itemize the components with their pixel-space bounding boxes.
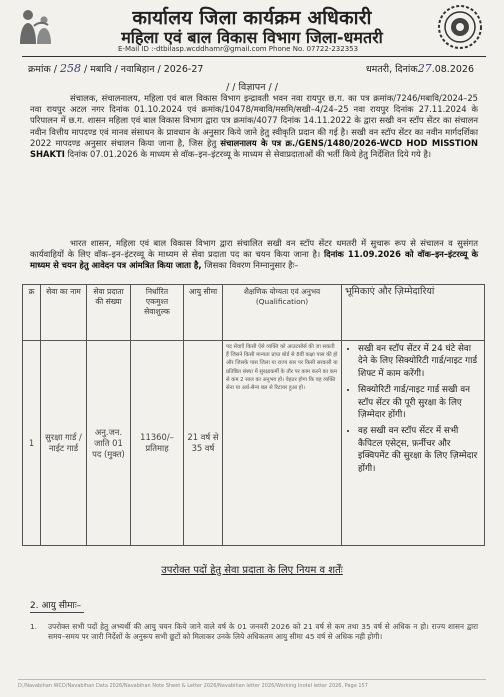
row-qualification: पद सेवाएँ किसी ऐसे व्यक्ति को आउटसोर्स की जा सकती हैं जिसने किसी मान्यता प्राप्त बोर्ड से 8वीं कक्षा पास की हो और जिसके पास जिला या राज्य स्तर पर किसी सरकारी या प्रतिष्ठित संस्था में सुरक्षाकर्मी के तौर पर काम करने का कम से कम 2 साल का अनुभव हो। वेहतर होगा कि वह व्यक्ति सेना या अर्ध-सैन्य बल से रिटायर हुआ हो। [223,341,342,546]
government-seal-icon [432,4,488,50]
terms-title: उपरोक्त पदों हेतु सेवा प्रदाता के लिए नियम व शर्तेंः [161,565,343,576]
table-row [23,341,485,546]
row-fee: 11360/– प्रतिमाह [131,341,184,546]
date-prefix: धमतरी, दिनांक [365,64,418,75]
contact-line: E-Mail ID :-dtbilasp.wcddhamr@gmail.com Phone No. 07722-232353 [118,45,359,53]
invitation-text-1: भारत शासन, महिला एवं बाल विकास विभाग द्वारा संचालित सखी वन स्टॉप सेंटर धमतरी में सुचारू रूप से संचालन व सुसंगत कार्यवाहियों के लिए वॉक–इन–इंटरव्यू के माध्यम से सेवा प्रदाता पद का चयन किया जाना है। [30,238,478,260]
age-limit-item [30,622,478,642]
intro-bold-text: संचालनालय के पत्र क्र./GENS/1480/2026-WCD HOD MISSTION SHAKTI [30,137,478,160]
header-count: सेवा प्रदाता की संख्या [87,285,131,341]
notice-heading: / / विज्ञापन / / [226,82,278,93]
footer-file-path: D:/Navabihan WCD/Navabihan Data 2026/Navabihan Note Sheet & Letter 2026/Navabihan letter 2026/Working Inotel letter 2026, Page 157 [18,683,368,689]
list-item: • सिक्योरिटी गार्ड/नाइट गार्ड सखी वन स्टॉप सेंटर की पूरी सुरक्षा के लिए ज़िम्मेदार होंगी। [358,384,481,421]
date-suffix: .08.2026 [431,64,474,75]
invitation-bold-text: दिनांक 11.09.2026 को वॉक–इन–इंटरव्यू के माध्यम से चयन हेतु आवेदन पत्र आंमत्रित किया जाता है, [30,249,478,271]
department-logo-icon [14,6,58,46]
age-limit-heading: 2. आयु सीमाः– [30,601,82,611]
row-count: अनु.जन. जाति 01 पद (मुक्त) [87,341,131,546]
date-handwritten-day: 27 [417,62,432,75]
office-title: कार्यालय जिला कार्यक्रम अधिकारी [132,7,372,29]
row-age: 21 वर्ष से 35 वर्ष [184,341,223,546]
row-post: सुरक्षा गार्ड / नाईट गार्ड [41,341,87,546]
intro-paragraph [30,93,478,160]
header-fee: निर्धारित एकमुश्त सेवाशुल्क [131,285,184,341]
reference-date [366,62,474,75]
age-item-number: 1. [30,622,38,631]
age-heading-underline [30,612,84,613]
header-post: सेवा का नाम [41,285,87,341]
reference-handwritten-number: 258 [60,62,81,75]
header-responsibilities: भूमिकाएं और ज़िम्मेदारियां [342,285,485,341]
row-responsibilities [342,341,485,546]
reference-number [28,62,203,75]
age-item-text: उपरोक्त सभी पदों हेतु अभ्यर्थी की आयु चयन किये जाने वाले वर्ष के 01 जनवरी 2026 को 21 वर्ष से कम तथा 35 वर्ष से अधिक न हो। राज्य शासन द्वारा समय–समय पर जारी निर्देशों के अनुरूप सभी छूटों को मिलाकर उनके लिये अधिकतम आयु सीमा 45 वर्ष से अधिक नही होगी। [48,622,478,642]
row-sno: 1 [23,341,41,546]
table-header-row [23,285,485,341]
responsibility-list [345,343,481,475]
header-divider [22,56,486,57]
reference-suffix: / मबावि / नवाबिहान / 2026-27 [84,64,204,75]
header-age: आयु सीमा [184,285,223,341]
department-title: महिला एवं बाल विकास विभाग जिला-धमतरी [121,28,383,47]
intro-text-2: दिनांक 07.01.2026 के माध्यम से वॉक–इन–इंटरव्यू के माध्यम से सेवाप्रदाताओं की भर्ती किये हेतु निर्देशित दिये गये है। [64,149,432,160]
vacancy-table [22,284,485,546]
header-sno: क्र [23,285,41,341]
reference-prefix: क्रमांक / [28,64,57,75]
invitation-text-2: जिसका विवरण निम्नानुसार हैः– [201,260,299,271]
footer-divider [18,679,486,680]
intro-text-1: संचालक, संचालनालय, महिला एवं बाल विकास विभाग इन्द्रावती भवन नवा रायपुर छ.ग. का पत्र क्रमांक/7246/मबावि/2024–25 नवा रायपुर अटल नगर दिनांक 01.10.2024 एवं क्रमांक/10478/मबावि/मसमि/सखी–4/24–25 नवा रायपुर दिनांक 27.11.2024 के परिपालन में छ.ग. शासन महिला एवं बाल विकास विभाग द्वारा पत्र क्रमांक/4077 दिनांक 14.11.2022 के द्वारा सखी वन स्टॉप सेंटर का संचालन नवीन वित्तीय मापदण्ड एवं मानव संसाधन के प्रावधान के अनुसार किये जाने हेतु स्वीकृति प्रदान की गई है। सखी वन स्टॉप सेंटर का नवीन मार्गदर्शिका 2022 मापदण्ड अनुसार संचालन किया जाना है, जिस हेतु [30,93,478,148]
list-item: • सखी वन स्टॉप सेंटर में 24 घंटे सेवा देने के लिए सिक्योरिटी गार्ड/नाइट गार्ड शिफ्ट में काम करेंगी। [358,343,481,380]
list-item: • वह सखी वन स्टॉप सेंटर में सभी कैपिटल एसेट्स, फ़र्नीचर और इक्विपमेंट की सुरक्षा के लिए ज़िम्मेदार होंगी। [358,425,481,475]
header-qualification: शैक्षणिक योग्यता एवं अनुभव (Qualification) [223,285,342,341]
invitation-paragraph [30,238,478,272]
